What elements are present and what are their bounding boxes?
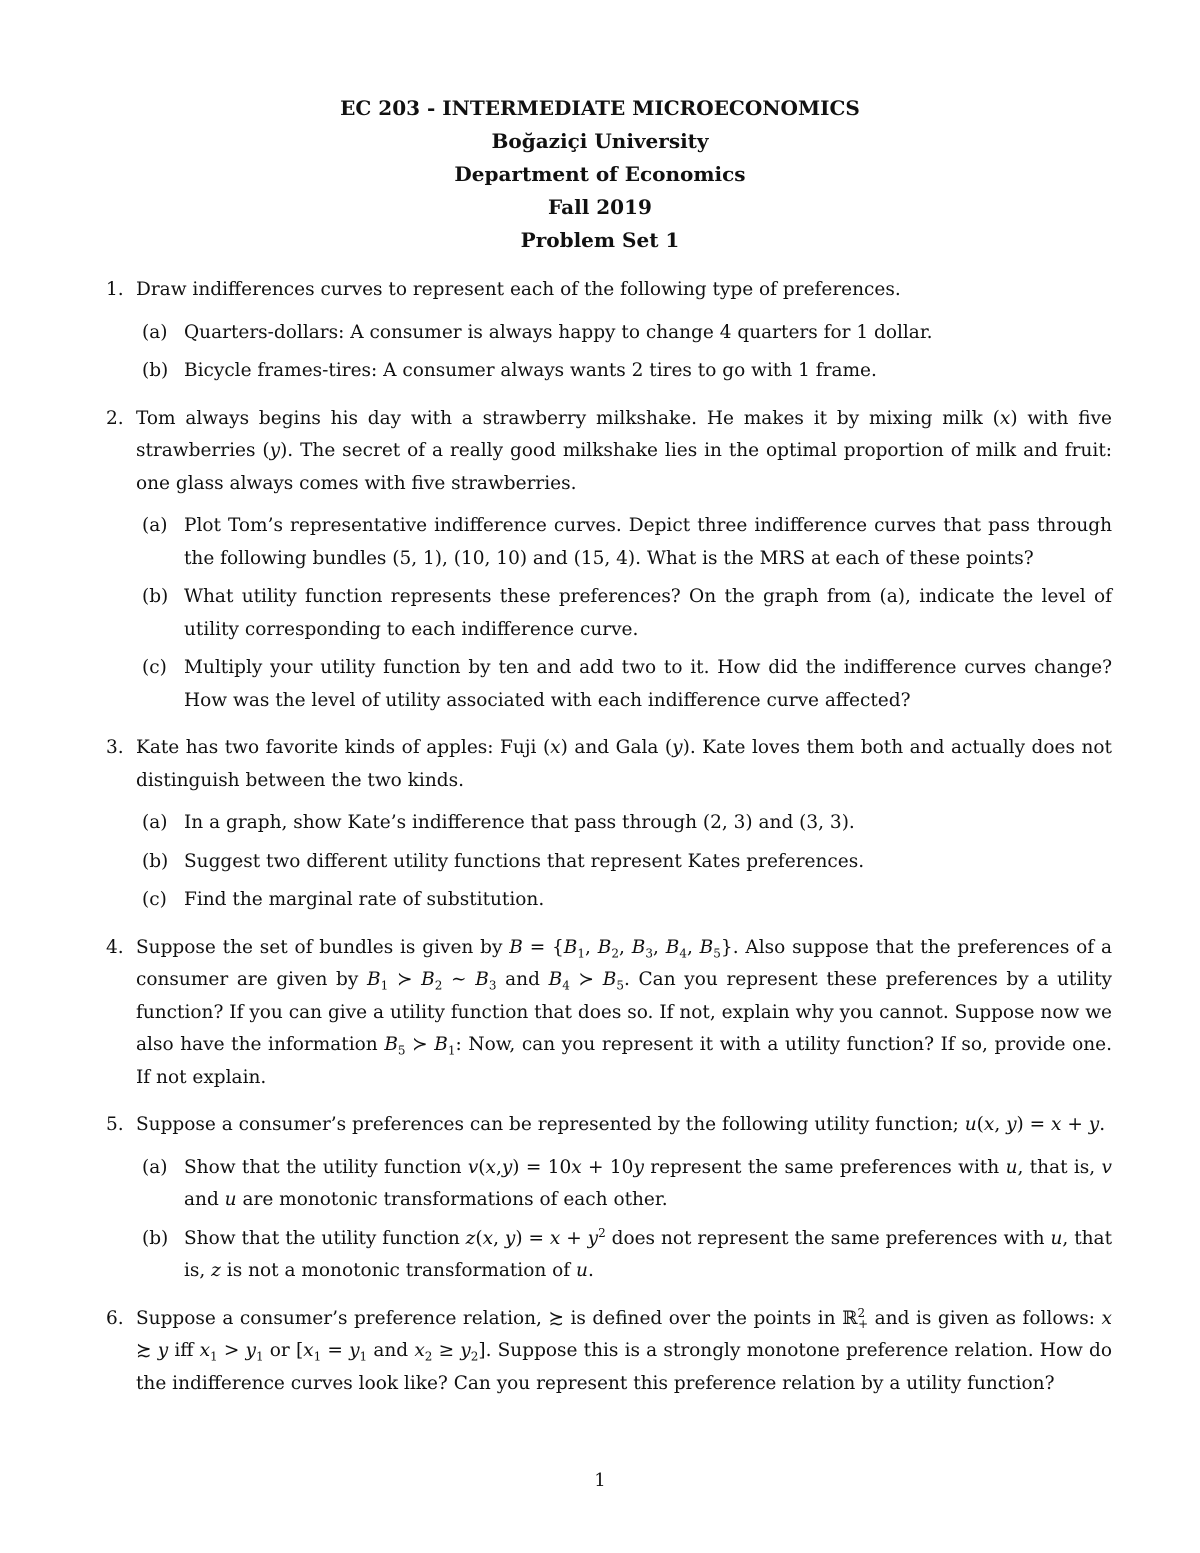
sub-label: (b) (142, 586, 169, 607)
sub-text: Quarters-dollars: A consumer is always happy to change 4 quarters for 1 dollar. (184, 321, 933, 343)
math: $x_1 > y_1$ (199, 1340, 264, 1364)
sub-text: Find the marginal rate of substitution. (184, 889, 545, 910)
sub-label: (c) (142, 889, 167, 910)
problem-set-title: Problem Set 1 (520, 228, 680, 252)
problem-number: 4. (106, 936, 124, 958)
problem-text: ) and Gala ( (560, 737, 673, 758)
sub-text: does not represent the same preferences with (605, 1227, 1051, 1249)
problem-text: ) with five strawberries ( (136, 407, 1112, 461)
sub-label: (a) (142, 515, 168, 536)
math: y (269, 440, 281, 461)
problem-text: ). The secret of a really good milkshake lies in the optimal proportion of milk and fruit: one glass always comes with five strawberries. (136, 440, 1112, 494)
problem-text: and (496, 969, 549, 990)
problem-text: Draw indifferences curves to represent each of the following type of preferences. (136, 279, 901, 300)
problem-3b (136, 846, 1112, 879)
problem-number: 2. (106, 407, 124, 429)
problem-3a (136, 807, 1112, 840)
problem-text: Kate has two favorite kinds of apples: Fuji ( (136, 737, 551, 758)
problem-text: is defined over the points in (563, 1307, 843, 1329)
problem-5a (136, 1152, 1112, 1217)
sub-text: What utility function represents these preferences? On the graph from (a), indicate the level of utility corresponding to each indifference curve. (184, 586, 1112, 640)
math: v (1101, 1156, 1112, 1178)
problem-text: iff (168, 1340, 200, 1361)
sub-text: is not a monotonic transformation of (220, 1260, 577, 1281)
sub-label: (a) (142, 321, 168, 343)
sub-label: (c) (142, 657, 167, 678)
problem-text: . Suppose this is a strongly monotone preference relation. How do the indifference curves look like? Can you represent this preference relation by a utility function? (136, 1340, 1113, 1394)
page-number: 1 (594, 1470, 606, 1491)
math: z (211, 1260, 221, 1281)
math: u (224, 1189, 237, 1210)
problem-3c (136, 884, 1112, 917)
problem-2c (136, 652, 1112, 717)
sub-text: Multiply your utility function by ten and add two to it. How did the indifference curves change? How was the level of utility associated with each indifference curve affected? (184, 657, 1112, 711)
problem-number: 6. (106, 1307, 124, 1329)
problem-text: : Now, can you represent it with a utility function? If so, provide one. If not explain. (136, 1034, 1112, 1088)
problem-list (106, 274, 1112, 1415)
math: ℝ$^2_+$ (842, 1305, 869, 1332)
problem-3 (106, 732, 1112, 917)
problem-text: ). Kate loves them both and actually does not distinguish between the two kinds. (136, 737, 1112, 791)
problem-text: Tom always begins his day with a strawberry milkshake. He makes it by mixing milk ( (136, 407, 1000, 429)
problem-6 (106, 1303, 1112, 1401)
math: u(x, y) = x + y (964, 1114, 1100, 1135)
math: ≿ (548, 1307, 564, 1329)
sub-text: In a graph, show Kate’s indifference that pass through (2, 3) and (3, 3). (184, 812, 855, 833)
math: x (999, 407, 1011, 429)
sub-text: Suggest two different utility functions that represent Kates preferences. (184, 850, 865, 872)
problem-1b (136, 355, 1112, 388)
university-name: Boğaziçi University (491, 129, 709, 153)
sub-label: (b) (142, 1227, 169, 1249)
problem-text: and is given as follows: (868, 1307, 1102, 1329)
problem-5b (136, 1223, 1112, 1288)
sub-text: Show that the utility function (184, 1156, 468, 1178)
problem-number: 5. (106, 1114, 124, 1135)
sub-text: , that is, (1017, 1156, 1102, 1178)
math: $B_5$ ≻ $B_1$ (384, 1034, 456, 1058)
math: v(x,y) = 10x + 10y (467, 1156, 644, 1178)
problem-text: . Also suppose that the preferences of a consumer are given by (136, 936, 1113, 990)
sub-text: . (587, 1260, 594, 1281)
problem-1a (136, 317, 1112, 350)
math: u (1005, 1156, 1018, 1178)
department-name: Department of Economics (454, 162, 746, 186)
problem-2 (106, 403, 1112, 718)
document-header (0, 92, 1200, 257)
math: u (1050, 1227, 1063, 1249)
sub-label: (a) (142, 1156, 168, 1178)
sub-text: represent the same preferences with (643, 1156, 1006, 1178)
problem-text: Suppose a consumer’s preferences can be represented by the following utility function; (136, 1114, 965, 1135)
sub-text: , that is, (184, 1227, 1113, 1281)
problem-number: 1. (106, 279, 124, 300)
problem-text: or (263, 1340, 296, 1361)
problem-4 (106, 932, 1112, 1095)
math: x (550, 737, 561, 758)
sub-text: Show that the utility function (184, 1227, 466, 1249)
math: [$x_1 = y_1$ and $x_2 \ge y_2$] (295, 1340, 486, 1364)
problem-number: 3. (106, 737, 124, 758)
sub-label: (a) (142, 812, 168, 833)
sub-label: (b) (142, 850, 169, 872)
math: z(x, $y) = x + y^2$ (465, 1225, 606, 1249)
term: Fall 2019 (548, 195, 652, 219)
problem-2a (136, 510, 1112, 575)
problem-1 (106, 274, 1112, 388)
sub-text: are monotonic transformations of each other. (236, 1189, 668, 1210)
problem-text: Suppose a consumer’s preference relation, (136, 1307, 549, 1329)
sub-text: and (184, 1189, 225, 1210)
math: u (576, 1260, 588, 1281)
sub-text: Plot Tom’s representative indifference curves. Depict three indifference curves that pass through the following bundles (5, 1), (10, 10) and (15, 4). What is the MRS at each of these points? (184, 515, 1112, 569)
sub-text: Bicycle frames-tires: A consumer always wants 2 tires to go with 1 frame. (184, 360, 877, 381)
problem-text: . Can you represent these preferences by a utility function? If you can give a utility function that does so. If not, explain why you cannot. Suppose now we also have the information (136, 969, 1112, 1055)
math: $B = \{B_1$, $B_2$, $B_3$, $B_4$, $B_5$} (509, 936, 733, 961)
problem-2b (136, 581, 1112, 646)
math: y (672, 737, 683, 758)
problem-text: . (1099, 1114, 1106, 1135)
problem-5 (106, 1109, 1112, 1288)
course-title: EC 203 - INTERMEDIATE MICROECONOMICS (340, 96, 860, 120)
problem-text: Suppose the set of bundles is given by (136, 936, 510, 958)
math: $B_4$ ≻ $B_5$ (548, 969, 624, 993)
math: $B_1$ ≻ $B_2$ ∼ $B_3$ (367, 969, 497, 993)
sub-label: (b) (142, 360, 169, 381)
math: x ≿ y (136, 1307, 1112, 1361)
